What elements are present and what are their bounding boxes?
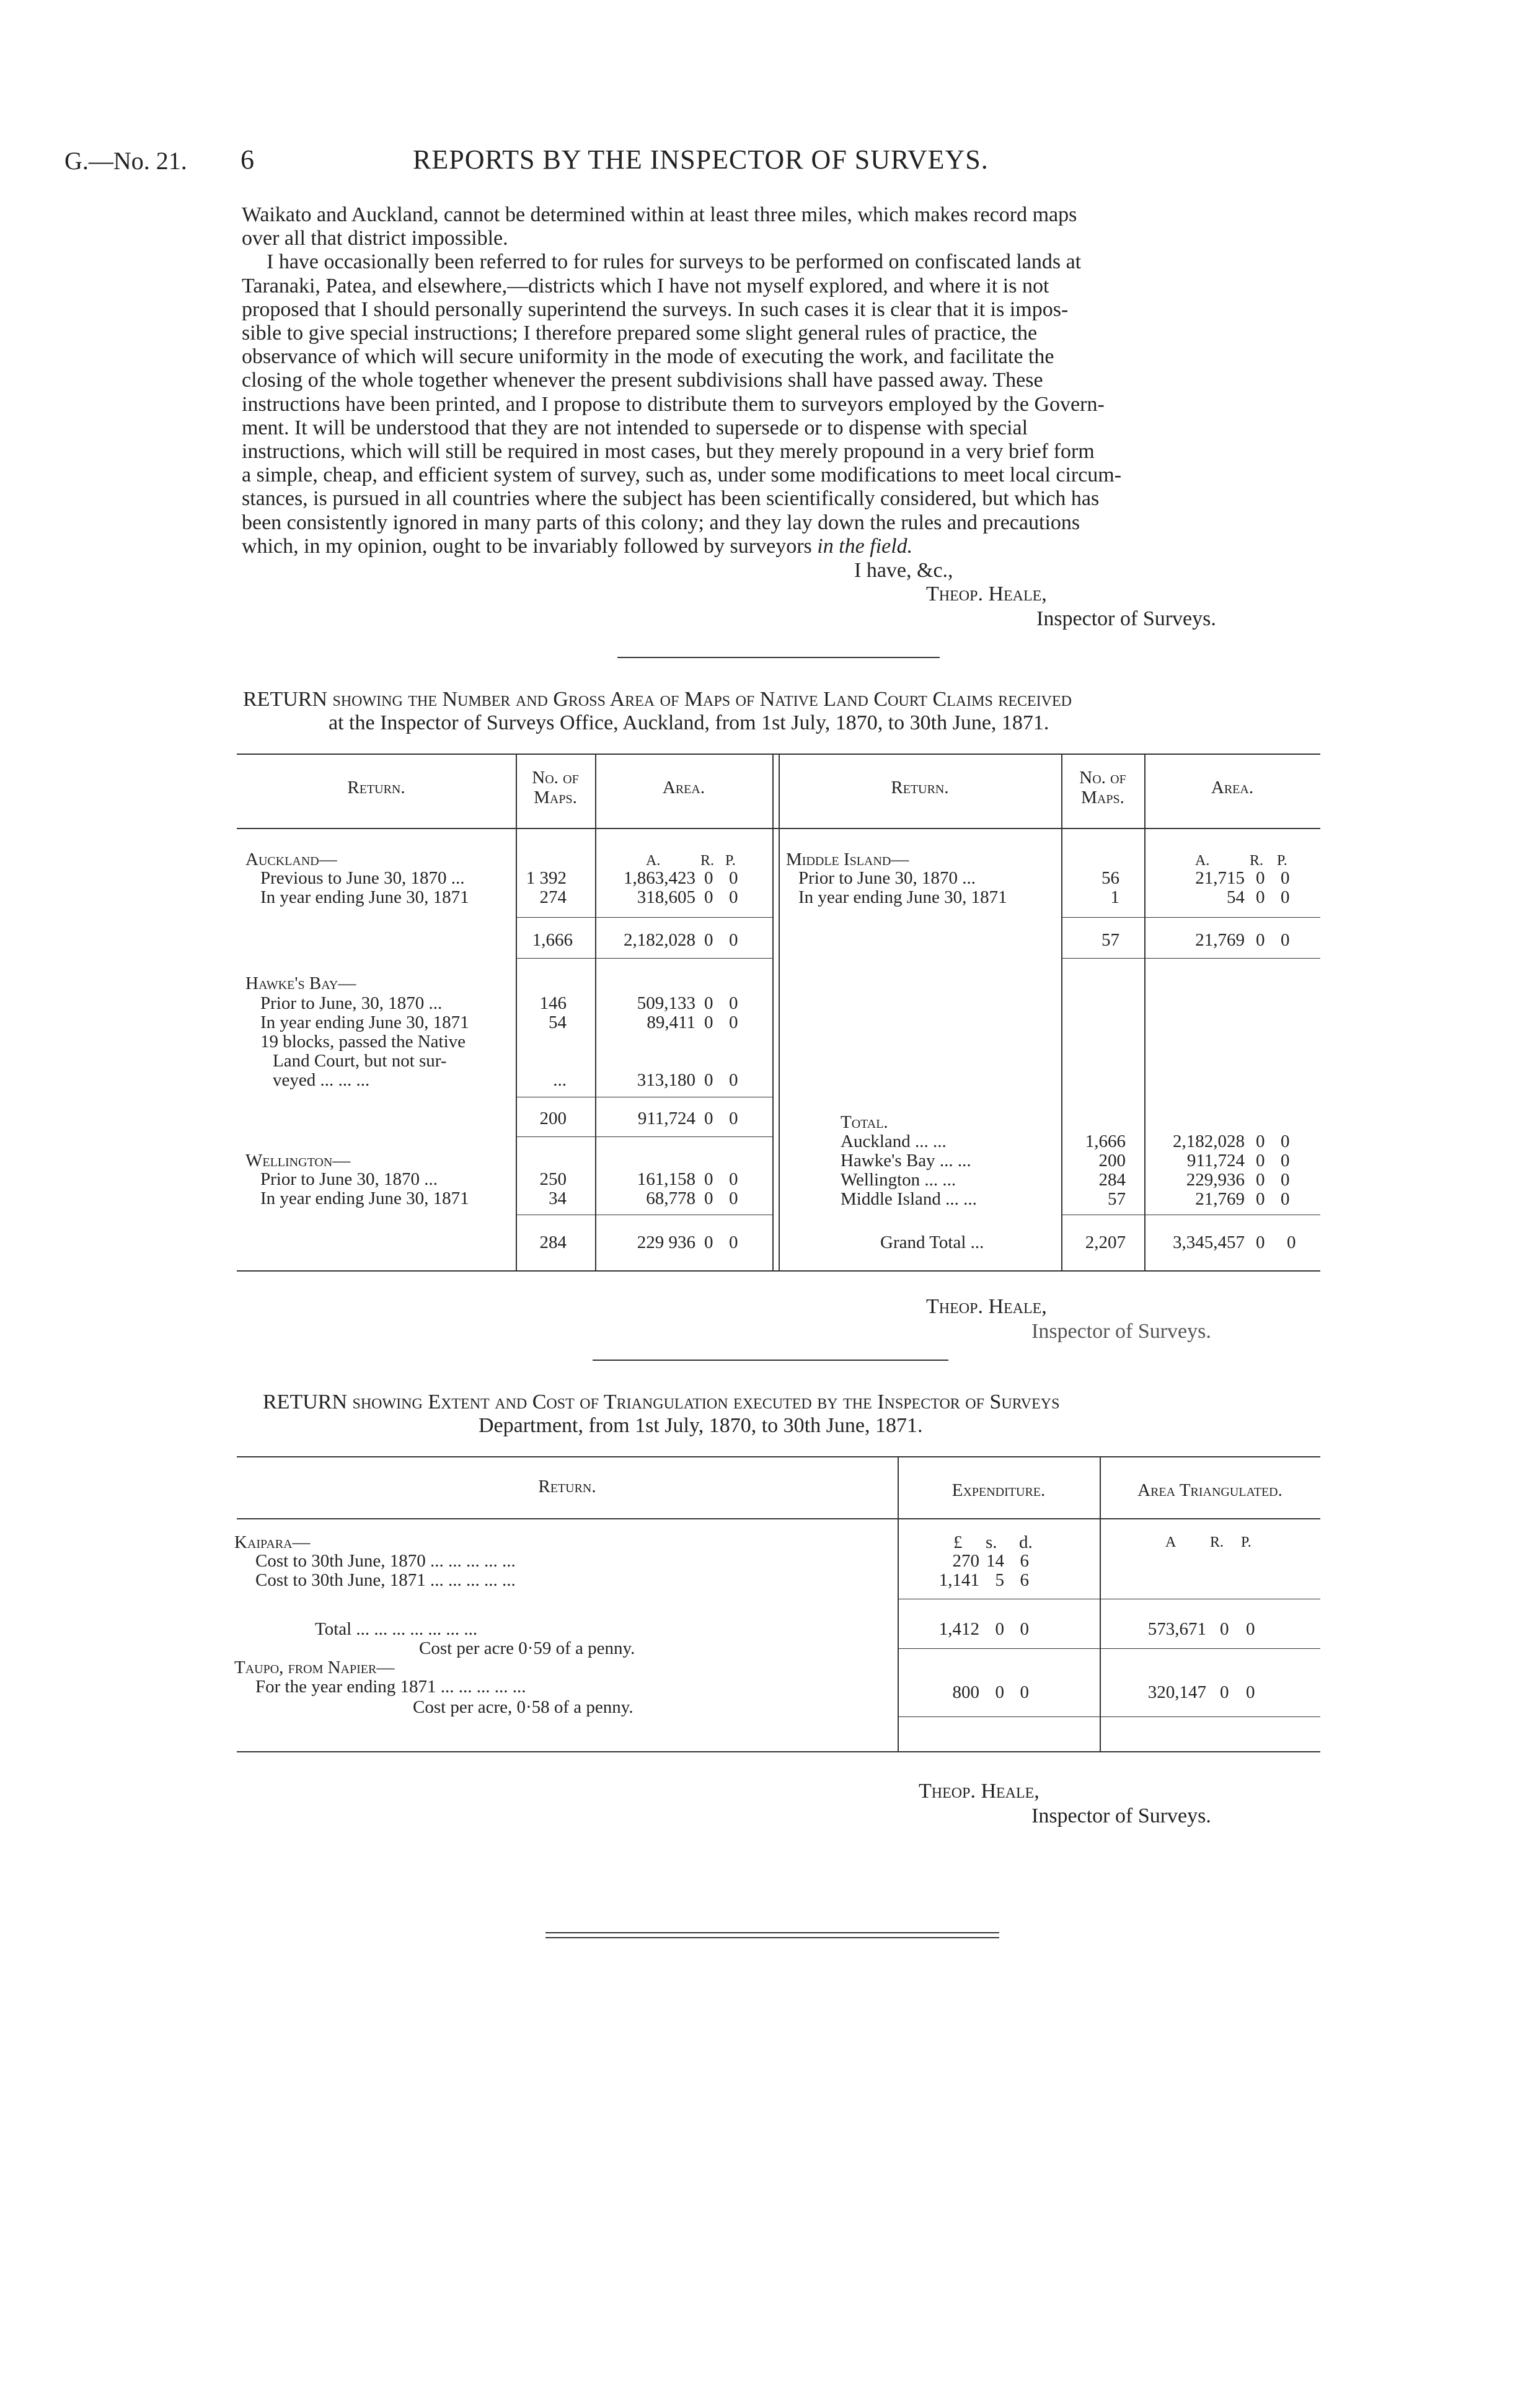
cell-shillings: 5	[995, 1570, 1004, 1590]
cell-maps: 56	[1101, 868, 1119, 888]
letter-line: over all that district impossible.	[242, 227, 508, 250]
row-label: In year ending June 30, 1871	[260, 887, 469, 907]
row-label: In year ending June 30, 1871	[260, 1189, 469, 1208]
section-title-kaipara: Kaipara—	[234, 1532, 311, 1552]
cell-maps-total: 1,666	[532, 930, 573, 950]
cell-maps: 54	[549, 1013, 567, 1032]
column-rule	[772, 754, 774, 1270]
cell-pounds: 800	[952, 1682, 979, 1702]
cell-acres: 161,158	[637, 1169, 695, 1189]
cell-maps-total: 57	[1101, 930, 1119, 950]
col-header-expenditure: Expenditure.	[951, 1480, 1046, 1500]
cell-roods-total: 0	[1220, 1619, 1229, 1639]
cell-acres-total: 21,769	[1195, 930, 1245, 950]
row-label: Hawke's Bay ... ...	[841, 1151, 971, 1171]
cell-maps: 284	[1098, 1170, 1126, 1190]
page-number: 6	[241, 144, 254, 175]
cell-perches: 0	[1281, 1151, 1290, 1171]
cell-pence: 6	[1020, 1570, 1029, 1590]
cell-maps-total: 284	[539, 1233, 567, 1252]
cell-perches-total: 0	[1281, 930, 1290, 950]
row-note: Land Court, but not sur-	[273, 1051, 447, 1071]
cell-acres: 320,147	[1147, 1682, 1206, 1702]
cell-roods: 0	[704, 887, 713, 907]
unit-roods: R.	[700, 853, 715, 869]
cell-maps: 200	[1098, 1151, 1126, 1171]
cell-roods: 0	[1256, 868, 1265, 888]
col-header-area: Area.	[1211, 778, 1254, 798]
cell-perches: 0	[729, 868, 738, 888]
letter-signature-title: Inspector of Surveys.	[1036, 607, 1216, 630]
closing-double-rule	[545, 1932, 999, 1933]
cell-acres: 1,863,423	[624, 868, 695, 888]
col-header-return: Return.	[538, 1477, 596, 1496]
cell-perches: 0	[1281, 1170, 1290, 1190]
cell-perches: 0	[1281, 1189, 1290, 1209]
unit-pence: d.	[1019, 1532, 1033, 1552]
cell-acres: 2,182,028	[1173, 1131, 1245, 1151]
table-header-rule	[237, 1518, 1320, 1519]
cell-maps-total: 200	[539, 1109, 567, 1128]
section-title-middle-island: Middle Island—	[786, 850, 909, 869]
cell-roods: 0	[704, 1070, 713, 1090]
grand-total-label: Grand Total ...	[880, 1233, 984, 1252]
col-header-return: Return.	[347, 778, 405, 798]
cell-acres-total: 911,724	[637, 1109, 695, 1128]
cell-roods: 0	[1256, 1170, 1265, 1190]
letter-line: instructions, which will still be required in most cases, but they merely propound in a very brief form	[242, 440, 1095, 464]
letter-line: a simple, cheap, and efficient system of survey, such as, under some modifications to meet local circum-	[242, 464, 1122, 487]
cell-roods-total: 0	[704, 1109, 713, 1128]
cell-pounds: 1,141	[938, 1570, 979, 1590]
subtotal-rule	[1061, 917, 1320, 918]
cell-pence: 0	[1020, 1682, 1029, 1702]
unit-acres: A.	[646, 853, 661, 869]
letter-closing: I have, &c.,	[854, 559, 953, 582]
cell-maps: 1	[1110, 887, 1119, 907]
column-rule	[898, 1456, 899, 1751]
separator-rule	[617, 657, 940, 658]
column-rule	[1100, 1456, 1101, 1751]
row-label: Wellington ... ...	[841, 1170, 956, 1190]
cell-shillings: 14	[986, 1551, 1004, 1571]
cell-acres: 21,715	[1195, 868, 1245, 888]
cell-perches: 0	[729, 1189, 738, 1208]
unit-perches: P.	[1241, 1534, 1252, 1550]
cell-acres: 54	[1227, 887, 1245, 907]
cell-acres: 911,724	[1186, 1151, 1245, 1171]
cell-maps: 1,666	[1085, 1131, 1126, 1151]
cell-roods: 0	[704, 1169, 713, 1189]
unit-perches: P.	[725, 853, 736, 869]
cell-perches: 0	[1281, 868, 1290, 888]
letter-line: ment. It will be understood that they are not intended to supersede or to dispense with special	[242, 416, 1028, 439]
letter-line: sible to give special instructions; I therefore prepared some slight general rules of practice, the	[242, 322, 1038, 345]
unit-acres: A	[1165, 1534, 1176, 1550]
cell-acres: 21,769	[1195, 1189, 1245, 1209]
cell-roods: 0	[1256, 1131, 1265, 1151]
row-label: For the year ending 1871 ... ... ... ... ...	[255, 1677, 526, 1697]
section-title-wellington: Wellington—	[245, 1151, 351, 1171]
cell-roods: 0	[704, 868, 713, 888]
cell-perches: 0	[729, 887, 738, 907]
letter-line: Waikato and Auckland, cannot be determined within at least three miles, which makes record maps	[242, 203, 1077, 226]
cell-pence: 6	[1020, 1551, 1029, 1571]
table-top-rule	[237, 1456, 1320, 1457]
row-label: Cost to 30th June, 1870 ... ... ... ... ...	[255, 1551, 516, 1571]
row-label: In year ending June 30, 1871	[260, 1013, 469, 1032]
return2-caption-line1: RETURN showing Extent and Cost of Triangulation executed by the Inspector of Surveys	[263, 1391, 1060, 1413]
letter-line: proposed that I should personally superintend the surveys. In such cases it is clear that it is impos-	[242, 297, 1069, 321]
cell-pounds: 270	[952, 1551, 979, 1571]
row-label: In year ending June 30, 1871	[798, 887, 1007, 907]
letter-line	[242, 535, 1320, 558]
col-header-maps: No. of	[532, 768, 579, 788]
cost-note: Cost per acre 0·59 of a penny.	[419, 1638, 635, 1658]
cell-perches: 0	[1281, 887, 1290, 907]
cell-maps: 146	[539, 993, 567, 1013]
cell-acres: 318,605	[637, 887, 695, 907]
cell-acres: 313,180	[637, 1070, 695, 1090]
cell-acres: 89,411	[647, 1013, 695, 1032]
unit-shillings: s.	[986, 1532, 997, 1552]
row-label: Previous to June 30, 1870 ...	[260, 868, 465, 888]
cell-perches-total: 0	[729, 1109, 738, 1128]
subtotal-rule	[898, 1716, 1320, 1717]
cell-pence-total: 0	[1020, 1619, 1029, 1639]
cell-perches-total: 0	[729, 930, 738, 950]
cell-maps: 1 392	[526, 868, 567, 888]
table-bottom-rule	[237, 1270, 1320, 1272]
cell-perches: 0	[729, 993, 738, 1013]
unit-perches: P.	[1277, 853, 1287, 869]
unit-roods: R.	[1210, 1534, 1224, 1550]
cell-roods: 0	[1256, 887, 1265, 907]
cell-shillings: 0	[995, 1682, 1004, 1702]
cell-acres-grand: 3,345,457	[1173, 1233, 1245, 1252]
cell-acres: 68,778	[646, 1189, 695, 1208]
row-label: Middle Island ... ...	[841, 1189, 977, 1209]
return1-caption-line2: at the Inspector of Surveys Office, Auckland, from 1st July, 1870, to 30th June, 1871.	[329, 711, 1049, 734]
cell-acres-total: 229 936	[637, 1233, 695, 1252]
row-label: Auckland ... ...	[841, 1131, 947, 1151]
row-label: Prior to June 30, 1870 ...	[260, 1169, 438, 1189]
letter-line: instructions have been printed, and I propose to distribute them to surveyors employed by the Govern-	[242, 392, 1105, 416]
unit-pounds: £	[953, 1532, 963, 1552]
cell-pounds-total: 1,412	[938, 1619, 979, 1639]
col-header-maps: Maps.	[534, 788, 577, 807]
return2-signature-title: Inspector of Surveys.	[1031, 1804, 1211, 1827]
return2-signature: Theop. Heale,	[919, 1780, 1040, 1803]
return1-signature-title: Inspector of Surveys.	[1031, 1320, 1211, 1343]
cell-acres-total: 2,182,028	[624, 930, 695, 950]
section-title-taupo: Taupo, from Napier—	[234, 1658, 395, 1677]
letter-line: stances, is pursued in all countries where the subject has been scientifically considered, but which has	[242, 487, 1100, 511]
cell-roods-total: 0	[704, 1233, 713, 1252]
cell-maps: 57	[1108, 1189, 1126, 1209]
cell-roods: 0	[1256, 1189, 1265, 1209]
table-bottom-rule	[237, 1751, 1320, 1752]
return1-caption-line1: RETURN showing the Number and Gross Area of Maps of Native Land Court Claims received	[243, 688, 1072, 711]
cell-acres: 229,936	[1186, 1170, 1245, 1190]
subtotal-rule	[516, 958, 772, 959]
cell-maps: 274	[539, 887, 567, 907]
letter-line-text: which, in my opinion, ought to be invariably followed by surveyors	[242, 534, 812, 558]
separator-rule	[593, 1360, 948, 1361]
letter-signature: Theop. Heale,	[926, 582, 1047, 605]
subtotal-rule	[898, 1648, 1320, 1649]
letter-line: Taranaki, Patea, and elsewhere,—districts which I have not myself explored, and where it is not	[242, 274, 1049, 297]
letter-body	[242, 203, 1320, 558]
cell-roods: 0	[704, 993, 713, 1013]
unit-acres: A.	[1195, 853, 1210, 869]
col-header-return: Return.	[891, 778, 949, 798]
subtotal-rule	[516, 917, 772, 918]
cell-acres: 509,133	[637, 993, 695, 1013]
return2-caption-line2: Department, from 1st July, 1870, to 30th June, 1871.	[479, 1414, 923, 1437]
row-label: Cost to 30th June, 1871 ... ... ... ... ...	[255, 1570, 516, 1590]
letter-line: closing of the whole together whenever the present subdivisions shall have passed away. These	[242, 369, 1043, 392]
cell-maps-grand: 2,207	[1085, 1233, 1126, 1252]
cell-maps: 34	[549, 1189, 567, 1208]
cell-roods: 0	[704, 1013, 713, 1032]
section-title-total: Total.	[841, 1112, 888, 1132]
cell-roods: 0	[704, 1189, 713, 1208]
cost-note: Cost per acre, 0·58 of a penny.	[413, 1697, 633, 1717]
cell-perches: 0	[729, 1013, 738, 1032]
row-label: Prior to June 30, 1870 ...	[798, 868, 976, 888]
cell-perches-total: 0	[1246, 1619, 1255, 1639]
subtotal-rule	[516, 1136, 772, 1137]
col-header-maps: Maps.	[1081, 788, 1124, 807]
cell-roods-total: 0	[704, 930, 713, 950]
cell-perches-grand: 0	[1287, 1233, 1296, 1252]
col-header-maps: No. of	[1079, 768, 1126, 788]
cell-perches: 0	[729, 1169, 738, 1189]
col-header-area: Area.	[662, 778, 705, 798]
row-note: 19 blocks, passed the Native	[260, 1032, 466, 1052]
closing-double-rule	[545, 1937, 999, 1938]
cell-roods: 0	[1220, 1682, 1229, 1702]
section-title-auckland: Auckland—	[245, 850, 337, 869]
document-reference: G.—No. 21.	[64, 147, 187, 175]
cell-maps: ...	[553, 1070, 567, 1090]
subtotal-rule	[1061, 958, 1320, 959]
row-note: veyed ... ... ...	[273, 1070, 370, 1090]
cell-roods-total: 0	[1256, 930, 1265, 950]
letter-italic-phrase: in the field.	[817, 534, 913, 558]
return1-signature: Theop. Heale,	[926, 1295, 1047, 1318]
cell-roods-grand: 0	[1256, 1233, 1265, 1252]
cell-perches: 0	[1246, 1682, 1255, 1702]
cell-maps: 250	[539, 1169, 567, 1189]
cell-shillings-total: 0	[995, 1619, 1004, 1639]
letter-line: I have occasionally been referred to for rules for surveys to be performed on confiscated lands at	[267, 250, 1082, 274]
letter-line: been consistently ignored in many parts of this colony; and they lay down the rules and precautions	[242, 511, 1080, 534]
cell-roods: 0	[1256, 1151, 1265, 1171]
page-title: REPORTS BY THE INSPECTOR OF SURVEYS.	[413, 144, 989, 175]
total-label: Total ... ... ... ... ... ... ...	[315, 1619, 478, 1639]
column-rule	[779, 754, 780, 1270]
cell-perches: 0	[729, 1070, 738, 1090]
unit-roods: R.	[1250, 853, 1264, 869]
cell-perches: 0	[1281, 1131, 1290, 1151]
col-header-area-triangulated: Area Triangulated.	[1137, 1480, 1282, 1500]
section-title-hawkes-bay: Hawke's Bay—	[245, 973, 356, 993]
cell-acres-total: 573,671	[1147, 1619, 1206, 1639]
letter-line: observance of which will secure uniformity in the mode of executing the work, and facilitate the	[242, 345, 1054, 369]
cell-perches-total: 0	[729, 1233, 738, 1252]
row-label: Prior to June, 30, 1870 ...	[260, 993, 443, 1013]
